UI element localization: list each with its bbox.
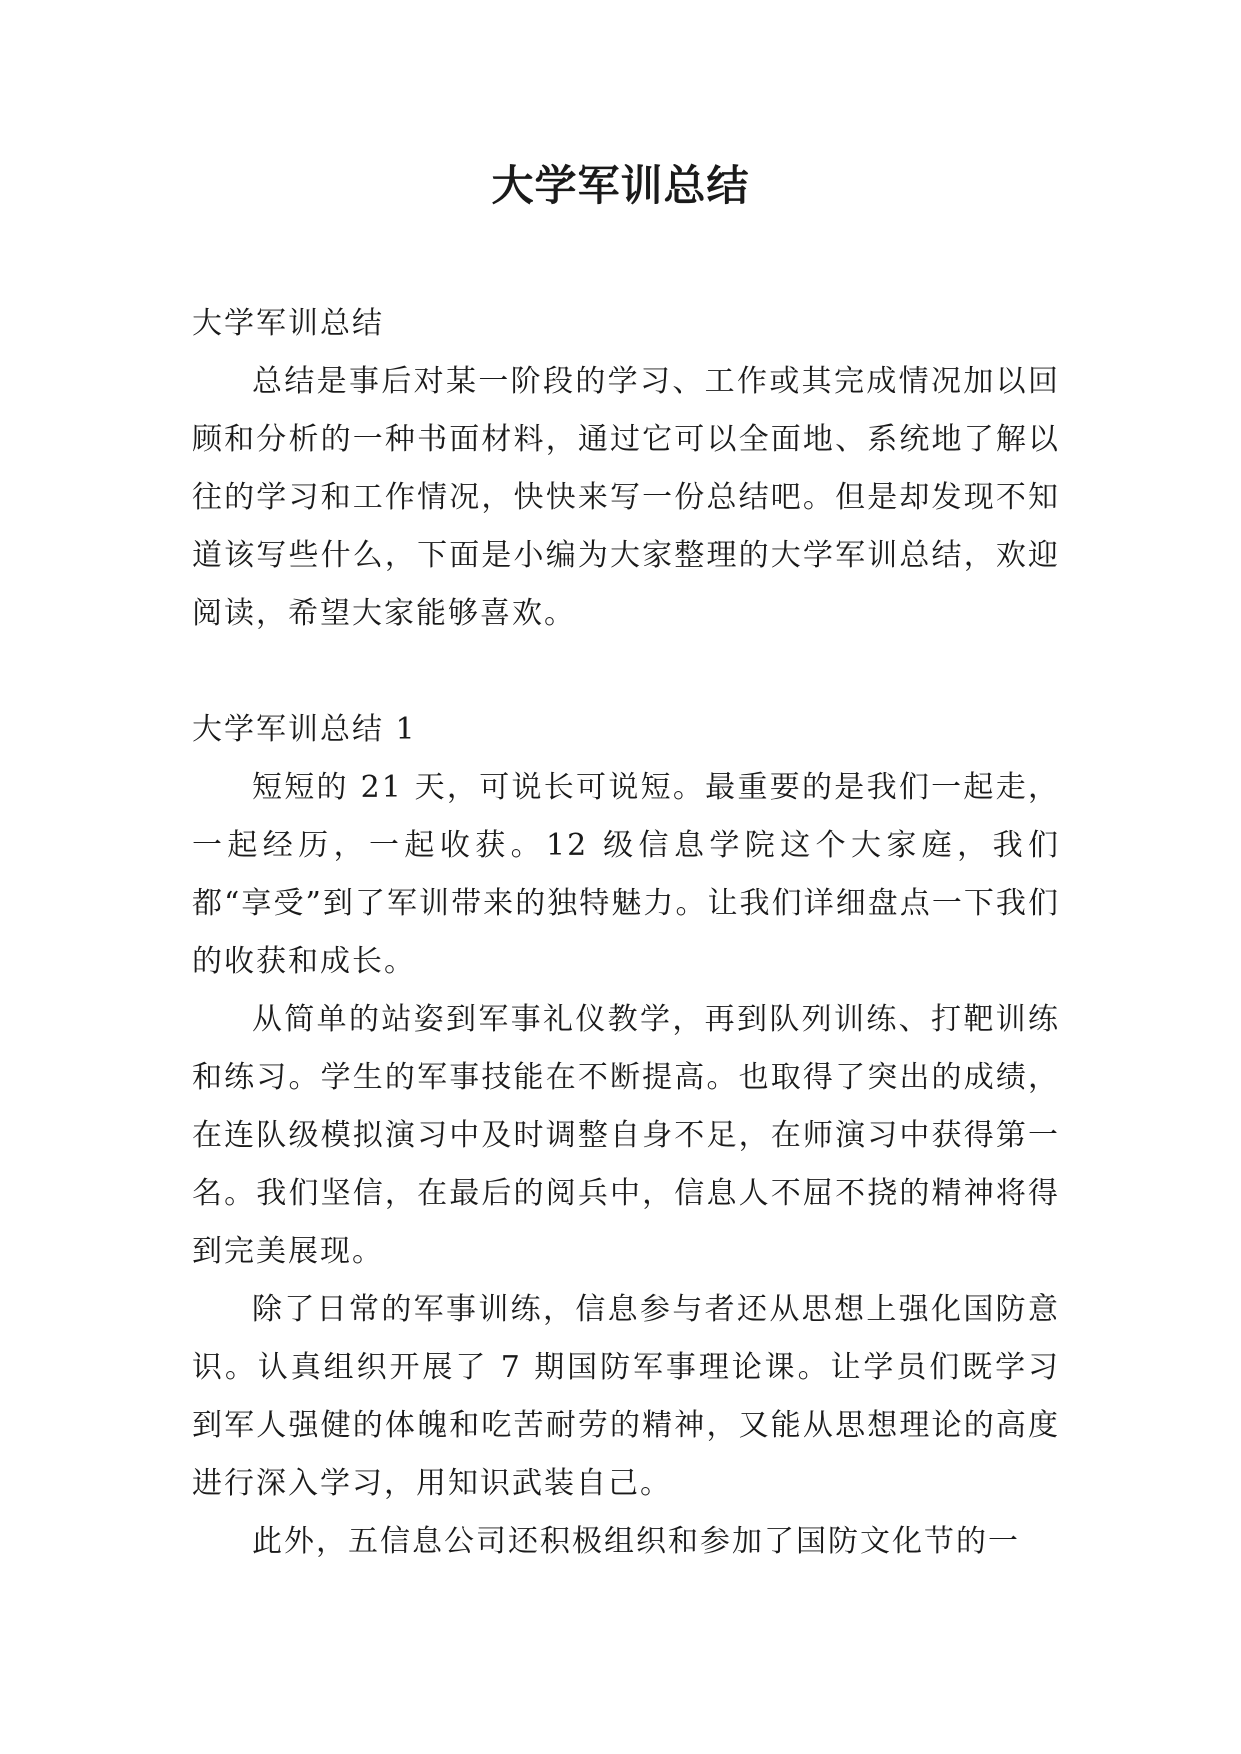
document-body [192,295,1060,1571]
section-1-paragraph-3: 除了日常的军事训练，信息参与者还从思想上强化国防意识。认真组织开展了 7 期国防军事理论课。让学员们既学习到军人强健的体魄和吃苦耐劳的精神，又能从思想理论的高度进行深入学习，用知识武装自己。 [192,1292,1060,1501]
document-title: 大学军训总结 [491,161,750,210]
section-1-paragraph-4: 此外，五信息公司还积极组织和参加了国防文化节的一 [252,1524,1020,1559]
intro-heading: 大学军训总结 [192,306,384,341]
section-spacer [192,643,1060,701]
section-1-heading: 大学军训总结 1 [192,712,417,747]
section-1-paragraph-1: 短短的 21 天，可说长可说短。最重要的是我们一起走，一起经历，一起收获。12 级信息学院这个大家庭，我们都“享受”到了军训带来的独特魅力。让我们详细盘点一下我们的收获和成长。 [192,770,1060,979]
intro-paragraph: 总结是事后对某一阶段的学习、工作或其完成情况加以回顾和分析的一种书面材料，通过它可以全面地、系统地了解以往的学习和工作情况，快快来写一份总结吧。但是却发现不知道该写些什么，下面是小编为大家整理的大学军训总结，欢迎阅读，希望大家能够喜欢。 [192,364,1060,631]
section-1-paragraph-2: 从简单的站姿到军事礼仪教学，再到队列训练、打靶训练和练习。学生的军事技能在不断提高。也取得了突出的成绩，在连队级模拟演习中及时调整自身不足，在师演习中获得第一名。我们坚信，在最后的阅兵中，信息人不屈不挠的精神将得到完美展现。 [192,1002,1060,1269]
